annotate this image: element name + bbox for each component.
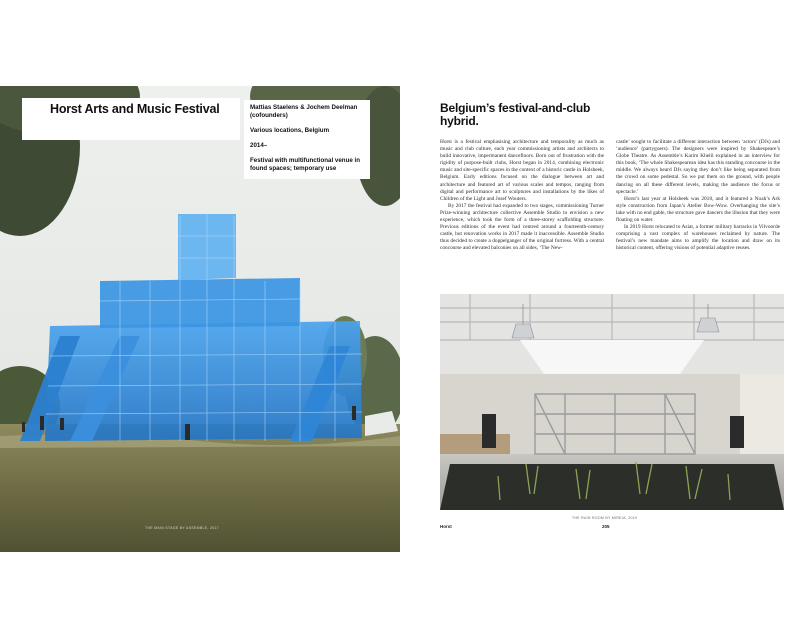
paragraph: In 2019 Horst relocated to Asiat, a former military barracks in Vilvoorde comprising a vast complex of warehouses reclaimed by nature. The festival’s new mandate aims to amplify the location and draw on its historical content, offering visions of potential adaptive reuses. bbox=[616, 224, 780, 252]
designers-text: Mattias Staelens & Jochem Deelman (cofounders) bbox=[250, 104, 358, 119]
book-spread bbox=[0, 86, 800, 552]
festival-title: Horst Arts and Music Festival bbox=[50, 102, 220, 116]
photo-caption: THE MAIN STAGE BY ASSEMBLE, 2017 bbox=[145, 526, 219, 530]
text-column-1 bbox=[440, 139, 604, 253]
right-page bbox=[400, 86, 800, 552]
text-column-2 bbox=[616, 139, 780, 253]
warehouse-interior-photo bbox=[440, 294, 784, 510]
article-heading: Belgium’s festival-and-club hybrid. bbox=[440, 101, 591, 128]
paragraph: Horst is a festival emphasising architecture and temporality as much as music and club culture, each year commissioning artists and architects to build innovative, impermanent dancefloors. Born out of frustration with the rigidity of purpose-built clubs, Horst began in 2014, combining electronic music and site-specific spaces in the context of a historic castle in Holsbeek, Belgium. Early editions focused on the dialogue between art and architecture and featured art of various scales and tempos, ranging from digital and performance art to sculptures and installations by the likes of Children of the Light and Josef Wouters. bbox=[440, 139, 604, 202]
running-footer: Horst bbox=[440, 524, 452, 529]
page-number: 205 bbox=[602, 524, 610, 529]
left-page bbox=[0, 86, 400, 552]
paragraph: castle’ sought to facilitate a different interaction between ‘actors’ (DJs) and ‘audience’ (partygoers). The designers were inspired by Shakespeare’s Globe Theatre. As Assemble’s Karim Khelil explained in an interview for this book, ‘The whole Shakespearean idea has this standing concourse in the middle. We always heard DJs saying they don’t like being separated from the crowd on some pedestal. So we put them on the ground, with people dancing on all these different levels, making the audience the focus or spectacle.’ bbox=[616, 139, 780, 195]
years-text: 2014– bbox=[250, 142, 268, 149]
project-info-box bbox=[244, 100, 370, 179]
description-text: Festival with multifunctional venue in found spaces; temporary use bbox=[250, 157, 361, 172]
paragraph: By 2017 the festival had expanded to two stages, commissioning Turner Prize-winning architecture collective Assemble Studio to envision a new experience, which took the form of a three-storey scaffolding structure. Previous editions of the event had centred around a fourteenth-century castle, but renovation works in 2017 made it inaccessible. Assemble Studio thus decided to create a doppelganger of the original fortress. With a central concourse and elevated balconies on all sides, ‘The New- bbox=[440, 202, 604, 252]
interior-illustration bbox=[440, 294, 784, 510]
location-text: Various locations, Belgium bbox=[250, 127, 330, 134]
festival-title-box bbox=[22, 98, 240, 140]
paragraph: Horst’s last year at Holsbeek was 2018, and it featured a Noah’s Ark style construction from Japan’s Atelier Bow-Wow. Overhanging the site’s lake with no end gable, the structure gave dancers the illusion that they were floating on water. bbox=[616, 195, 780, 224]
image-caption: THE RAIN ROOM BY MIREIA, 2019 bbox=[572, 516, 638, 520]
